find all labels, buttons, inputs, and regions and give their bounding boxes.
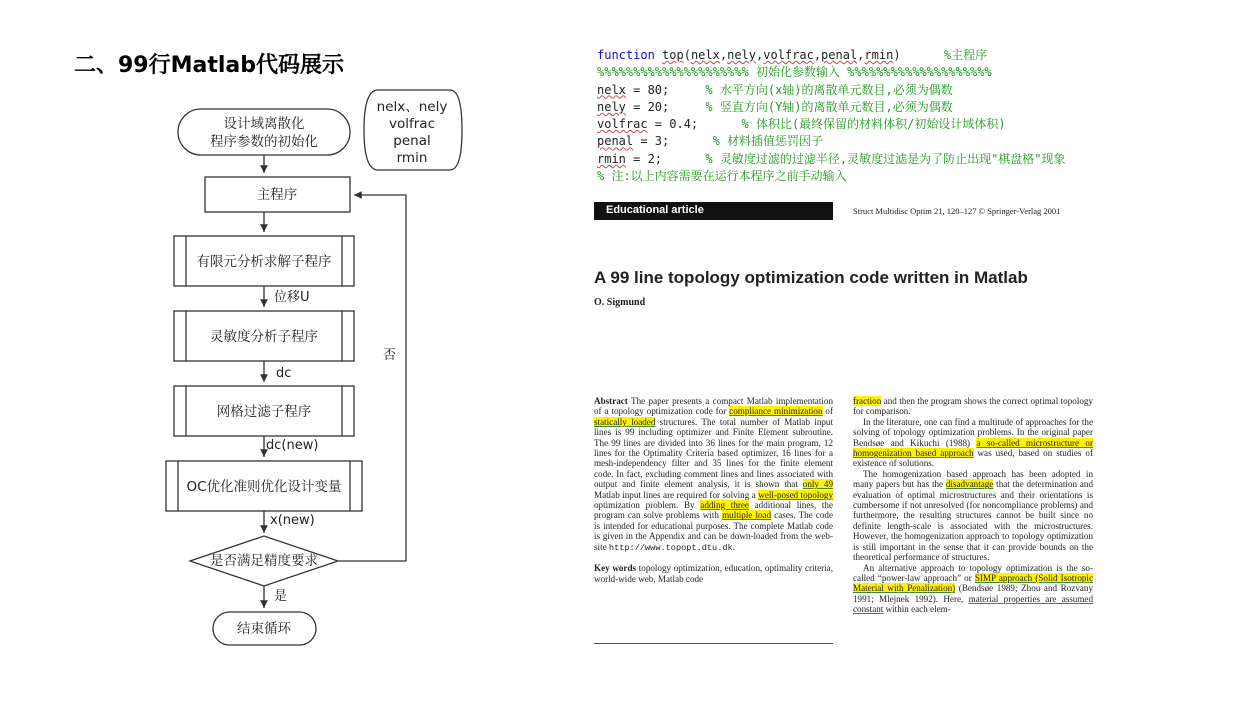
code-var: penal [597,134,634,149]
paper-journal-citation: Struct Multidisc Optim 21, 120–127 © Springer-Verlag 2001 [853,206,1061,216]
code-line-3 [597,82,1117,99]
code-arg: nely [727,48,756,62]
abstract-text: additional lines, the program can solve problems with [594,500,833,521]
flow-label-dcnew: dc(new) [266,438,319,453]
paper-column-right [853,396,1093,615]
flow-label-dc: dc [276,366,292,381]
flow-fea-text: 有限元分析求解子程序 [196,254,332,270]
paper-paragraph [853,396,1093,417]
matlab-code-block [597,47,1117,185]
code-line-6 [597,133,1117,150]
code-line-7 [597,151,1117,168]
flow-sens-text: 灵敏度分析子程序 [210,329,318,345]
code-text: = 3; [633,134,713,149]
abstract-url: http://www.topopt.dtu.dk [608,542,733,553]
paper-abstract [594,396,833,553]
flow-label-xnew: x(new) [270,513,315,528]
abstract-text: . [732,541,735,552]
flow-end-text: 结束循环 [237,621,291,637]
code-var: nely [597,99,626,114]
code-line-1 [597,47,1117,64]
paper-header-label: Educational article [606,204,704,216]
paragraph-text: An alternative approach to topology optimization is the so-called “power-law approach” or [853,562,1093,583]
flowchart [150,85,470,655]
paragraph-text: In the literature, one can find a multitude of approaches for the solving of topology optimization problems. In the original paper Bendsøe and Kikuchi (1988) [853,416,1093,448]
code-keyword: function [597,48,663,62]
keywords-label: Key words [594,563,637,574]
code-text: = 2; [625,151,706,166]
code-arg: penal [821,48,858,62]
abstract-text: structures. The total number of Matlab input lines is 99 including optimizer and Finite Element subroutine. The 99 lines are divided into 36 lines for the main program, 12 lines for the Optimality Criteria based optimizer, 16 lines for a mesh-independency filter and 35 lines for the finite element code. In fact, excluding comment lines and lines associated with output and finite element analysis, it is shown that [594,416,834,490]
code-arg: nelx [690,48,720,62]
paper-keywords [594,563,833,584]
code-arg: volfrac [763,48,814,62]
keywords-text: topology optimization, education, optimality criteria, world-wide web, Matlab code [594,563,833,584]
highlight: disadvantage [945,479,994,490]
flow-decision-text: 是否满足精度要求 [210,553,318,569]
paragraph-text: The homogenization based approach has been adopted in many papers but has the [853,468,1093,490]
code-line-5 [597,116,1117,133]
paper-title: A 99 line topology optimization code written in Matlab [594,268,1028,287]
flow-param-4: rmin [396,150,428,166]
abstract-text: cases. The code is intended for educational purposes. The complete Matlab code is given in the Appendix and can be down-loaded from the web-site [594,510,833,552]
highlight: only 49 [802,479,833,490]
column-rule [594,643,833,644]
abstract-text: Matlab input lines are required for solving a [594,489,759,500]
underlined-text: material properties are assumed constant [853,593,1094,615]
flow-label-yes: 是 [274,589,288,604]
highlight: adding three [700,500,749,511]
abstract-text: The paper presents a compact Matlab implementation of a topology optimization code for [594,396,833,417]
paragraph-text: (Bendsøe 1989; Zhou and Rozvany 1991; Mlejnek 1992). Here, [853,583,1093,604]
code-punct: ( [683,48,691,62]
highlight: well-posed topology [758,489,833,500]
flow-param-3: penal [393,133,431,149]
code-text: = 80; [625,82,706,97]
abstract-text: optimization problem. By [594,500,701,511]
code-punct: ) [893,48,944,62]
code-punct: , [813,48,822,62]
paragraph-text: within each elem- [883,604,951,615]
code-comment: % 体积比(最终保留的材料体积/初始设计域体积) [741,117,1006,132]
code-comment: % 灵敏度过滤的过滤半径,灵敏度过滤是为了防止出现"棋盘格"现象 [705,151,1066,166]
flow-start-line1: 设计域离散化 [223,116,305,132]
highlight: compliance minimization [729,406,823,417]
code-comment: % 水平方向(x轴)的离散单元数目,必须为偶数 [705,82,953,97]
code-comment: % 材料插值惩罚因子 [712,134,824,149]
paper-paragraph [853,563,1093,615]
flow-param-1: nelx、nely [376,99,448,115]
highlight: SIMP approach (Solid Isotropic Material with Penalization) [853,572,1093,594]
paragraph-text: was used, based on studies of existence of solutions. [853,448,1093,469]
code-func-name: top [662,48,684,62]
flow-filter-text: 网格过滤子程序 [216,404,312,420]
code-arg: rmin [864,48,894,62]
paper-author: O. Sigmund [594,297,646,308]
paper-paragraph [853,417,1093,469]
code-var: nelx [597,82,626,97]
highlight: a so-called microstructure or homogenization based approach [853,437,1094,459]
highlight: multiple load [722,510,772,521]
highlight: statically loaded [594,416,656,427]
flow-main-text: 主程序 [256,187,298,203]
highlight: fraction [853,396,882,406]
code-comment: % 竖直方向(Y轴)的离散单元数目,必须为偶数 [705,99,953,114]
code-punct: , [756,48,764,62]
flow-label-no: 否 [383,348,397,363]
code-punct: , [857,48,865,62]
code-text: = 0.4; [647,117,742,132]
code-line-2: %%%%%%%%%%%%%%%%%%%%% 初始化参数输入 %%%%%%%%%%%%%%%%%%%% [597,65,992,80]
flow-start-line2: 程序参数的初始化 [210,134,318,150]
code-punct: , [719,48,728,62]
code-line-4 [597,99,1117,116]
flow-label-u: 位移U [274,290,310,305]
code-text: = 20; [625,99,706,114]
flow-param-2: volfrac [389,116,435,132]
slide-title: 二、99行Matlab代码展示 [74,53,345,78]
paragraph-text: that the determination and evaluation of optimal microstructures and their orientations is cumbersome if not unresolved (for noncompliance problems) and furthermore, the resulting structures cannot be built since no definite length-scale is associated with the microstructures. However, the homogenization approach to topology optimization is still important in the sense that it can provide bounds on the theoretical performance of structures. [853,479,1093,563]
paper-column-left [594,396,833,584]
abstract-label: Abstract [594,396,628,406]
code-line-8: % 注:以上内容需要在运行本程序之前手动输入 [597,169,847,184]
flow-oc-text: OC优化准则优化设计变量 [186,479,342,495]
paper-paragraph [853,469,1093,563]
abstract-text: of [822,406,833,417]
code-var: rmin [597,151,626,166]
code-var: volfrac [597,117,648,132]
paragraph-text: and then the program shows the correct optimal topology for comparison. [853,396,1093,417]
code-comment: %主程序 [943,48,988,62]
